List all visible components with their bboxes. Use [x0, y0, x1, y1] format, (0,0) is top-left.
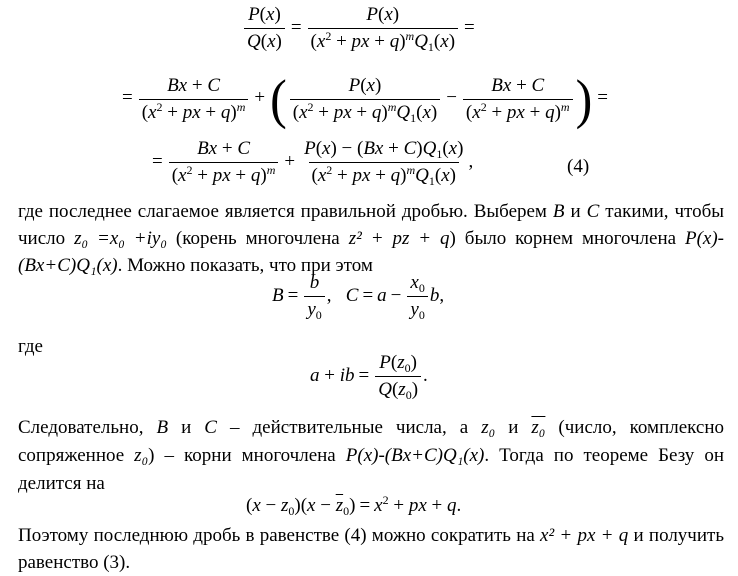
fraction-decomposed: $\frac{P(x)}{(x^2 + px + q)^mQ_1(x)}$: [308, 4, 458, 53]
paragraph-1: где последнее слагаемое является правильной дробью. Выберем B и C такими, чтобы число z₀ =x₀ +iy₀ (корень многочлена z² + pz + q) было корнем многочлена P(x)-(Bx+C)Q₁(x). Можно показать, что при этом: [18, 201, 724, 276]
equation-factorization: $(x - z_0)(x - \overline{z}_0) = x^2$ + px + q.: [246, 493, 462, 518]
equation-line-2: = $\frac{Bx + C}{(x^2 + px + q)^m}$ + ( $\frac{P(x)}{(x^2 + px + q)^mQ_1(x)}$ − $\frac{Bx + C}{(x^2 + px + q)^m}$ ) =: [122, 68, 608, 130]
paragraph-2: Следовательно, B и C – действительные числа, а z₀ и z₀ (число, комплексно сопряженное z₀) – корни многочлена P(x)-(Bx+C)Q₁(x). Тогда по теореме Безу он делится на: [18, 417, 725, 494]
fraction-p-over-q: $\frac{P(x)}{Q(x)}$: [244, 4, 285, 53]
equation-number: (4): [567, 156, 590, 177]
equation-line-1: $\frac{P(x)}{Q(x)}$ = $\frac{P(x)}{(x^2 + px + q)^mQ_1(x)}$ =: [242, 4, 479, 53]
equation-b-c: B = $\frac{b}{y_0}$ , C = a − $\frac{x_0}{y_0}$ b,: [272, 272, 445, 322]
equation-line-3: = $\frac{Bx + C}{(x^2 + px + q)^m}$ + $\frac{P(x) - (Bx + C)Q_1(x)}{(x^2 + px + q)^mQ_1(x)}$ ,: [152, 138, 474, 188]
equation-a-ib: a + ib = $\frac{P(z_0)}{Q(z_0)}$ .: [310, 352, 428, 402]
word-where: где: [18, 336, 43, 357]
paragraph-3: Поэтому последнюю дробь в равенстве (4) можно сократить на x² + px + q и получить равенство (3).: [18, 525, 725, 573]
